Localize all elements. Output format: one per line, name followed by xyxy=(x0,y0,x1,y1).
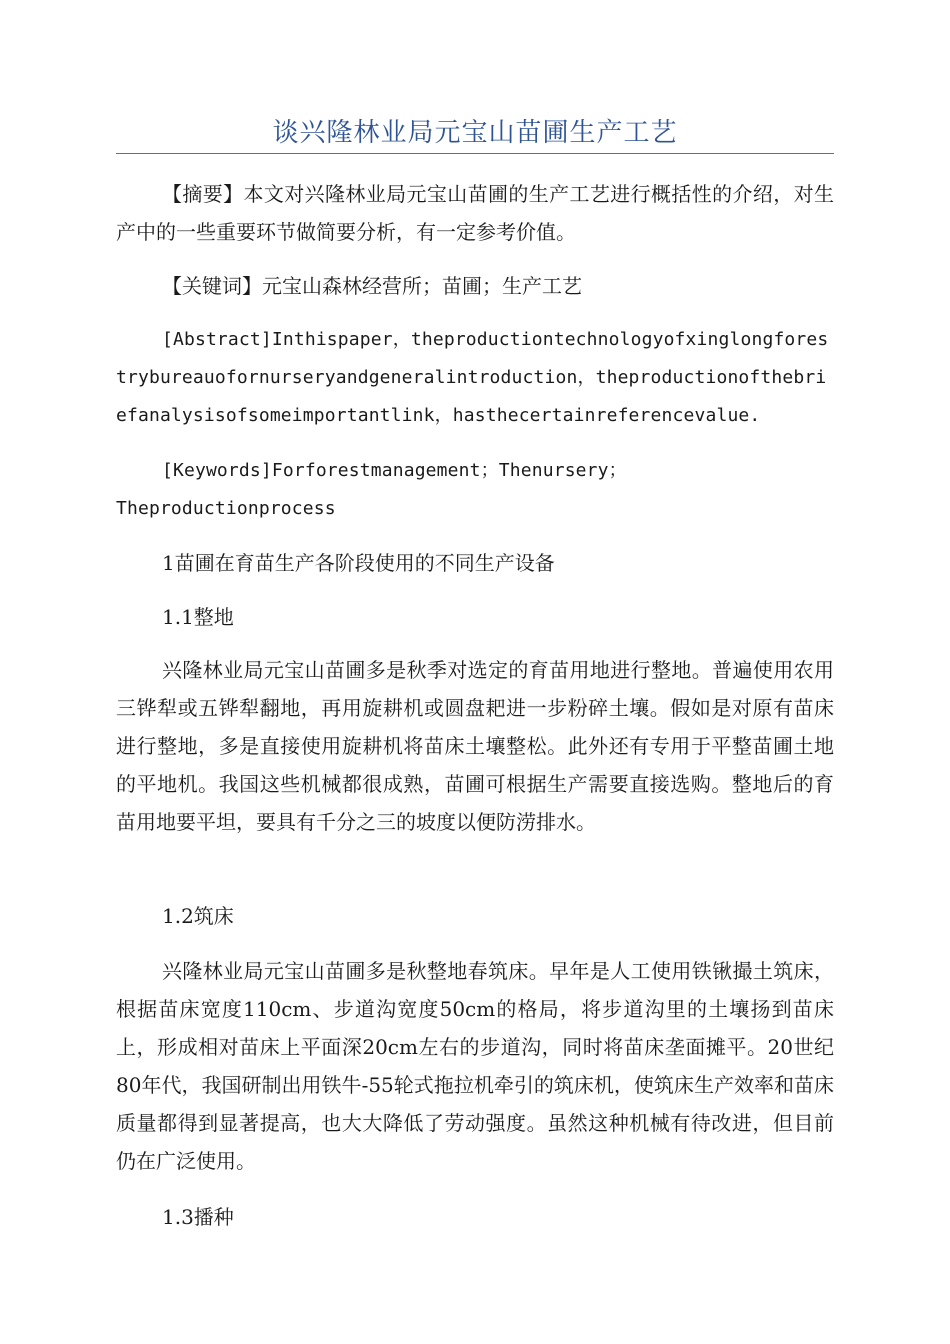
keywords-en-line-2: Theproductionprocess xyxy=(116,498,336,519)
section-1-1-heading: 1.1整地 xyxy=(162,605,234,629)
abstract-cn: 【摘要】本文对兴隆林业局元宝山苗圃的生产工艺进行概括性的介绍，对生产中的一些重要环节做简要分析，有一定参考价值。 xyxy=(116,182,834,244)
title-underline xyxy=(116,153,834,154)
keywords-cn: 【关键词】元宝山森林经营所；苗圃；生产工艺 xyxy=(162,274,582,298)
document-title: 谈兴隆林业局元宝山苗圃生产工艺 xyxy=(272,118,678,148)
section-1-2-body: 兴隆林业局元宝山苗圃多是秋整地春筑床。早年是人工使用铁锹撮土筑床，根据苗床宽度110cm、步道沟宽度50cm的格局，将步道沟里的土壤扬到苗床上，形成相对苗床上平面深20cm左右的步道沟，同时将苗床垄面摊平。20世纪80年代，我国研制出用铁牛-55轮式拖拉机牵引的筑床机，使筑床生产效率和苗床质量都得到显著提高，也大大降低了劳动强度。虽然这种机械有待改进，但目前仍在广泛使用。 xyxy=(116,959,834,1173)
section-1-3-heading: 1.3播种 xyxy=(162,1205,234,1229)
section-1-2-heading: 1.2筑床 xyxy=(162,904,234,928)
section-1-heading: 1苗圃在育苗生产各阶段使用的不同生产设备 xyxy=(162,551,555,575)
section-1-1-body: 兴隆林业局元宝山苗圃多是秋季对选定的育苗用地进行整地。普遍使用农用三铧犁或五铧犁翻地，再用旋耕机或圆盘耙进一步粉碎土壤。假如是对原有苗床进行整地，多是直接使用旋耕机将苗床土壤整松。此外还有专用于平整苗圃土地的平地机。我国这些机械都很成熟，苗圃可根据生产需要直接选购。整地后的育苗用地要平坦，要具有千分之三的坡度以便防涝排水。 xyxy=(116,658,834,834)
abstract-en: [Abstract]Inthispaper，theproductiontechnologyofxinglongforestrybureauofornurseryandgeneralintroduction，theproductionofthebriefanalysisofsomeimportantlink，hasthecertainreferencevalue. xyxy=(116,329,829,426)
keywords-en-line-1: [Keywords]Forforestmanagement；Thenursery； xyxy=(162,460,627,481)
